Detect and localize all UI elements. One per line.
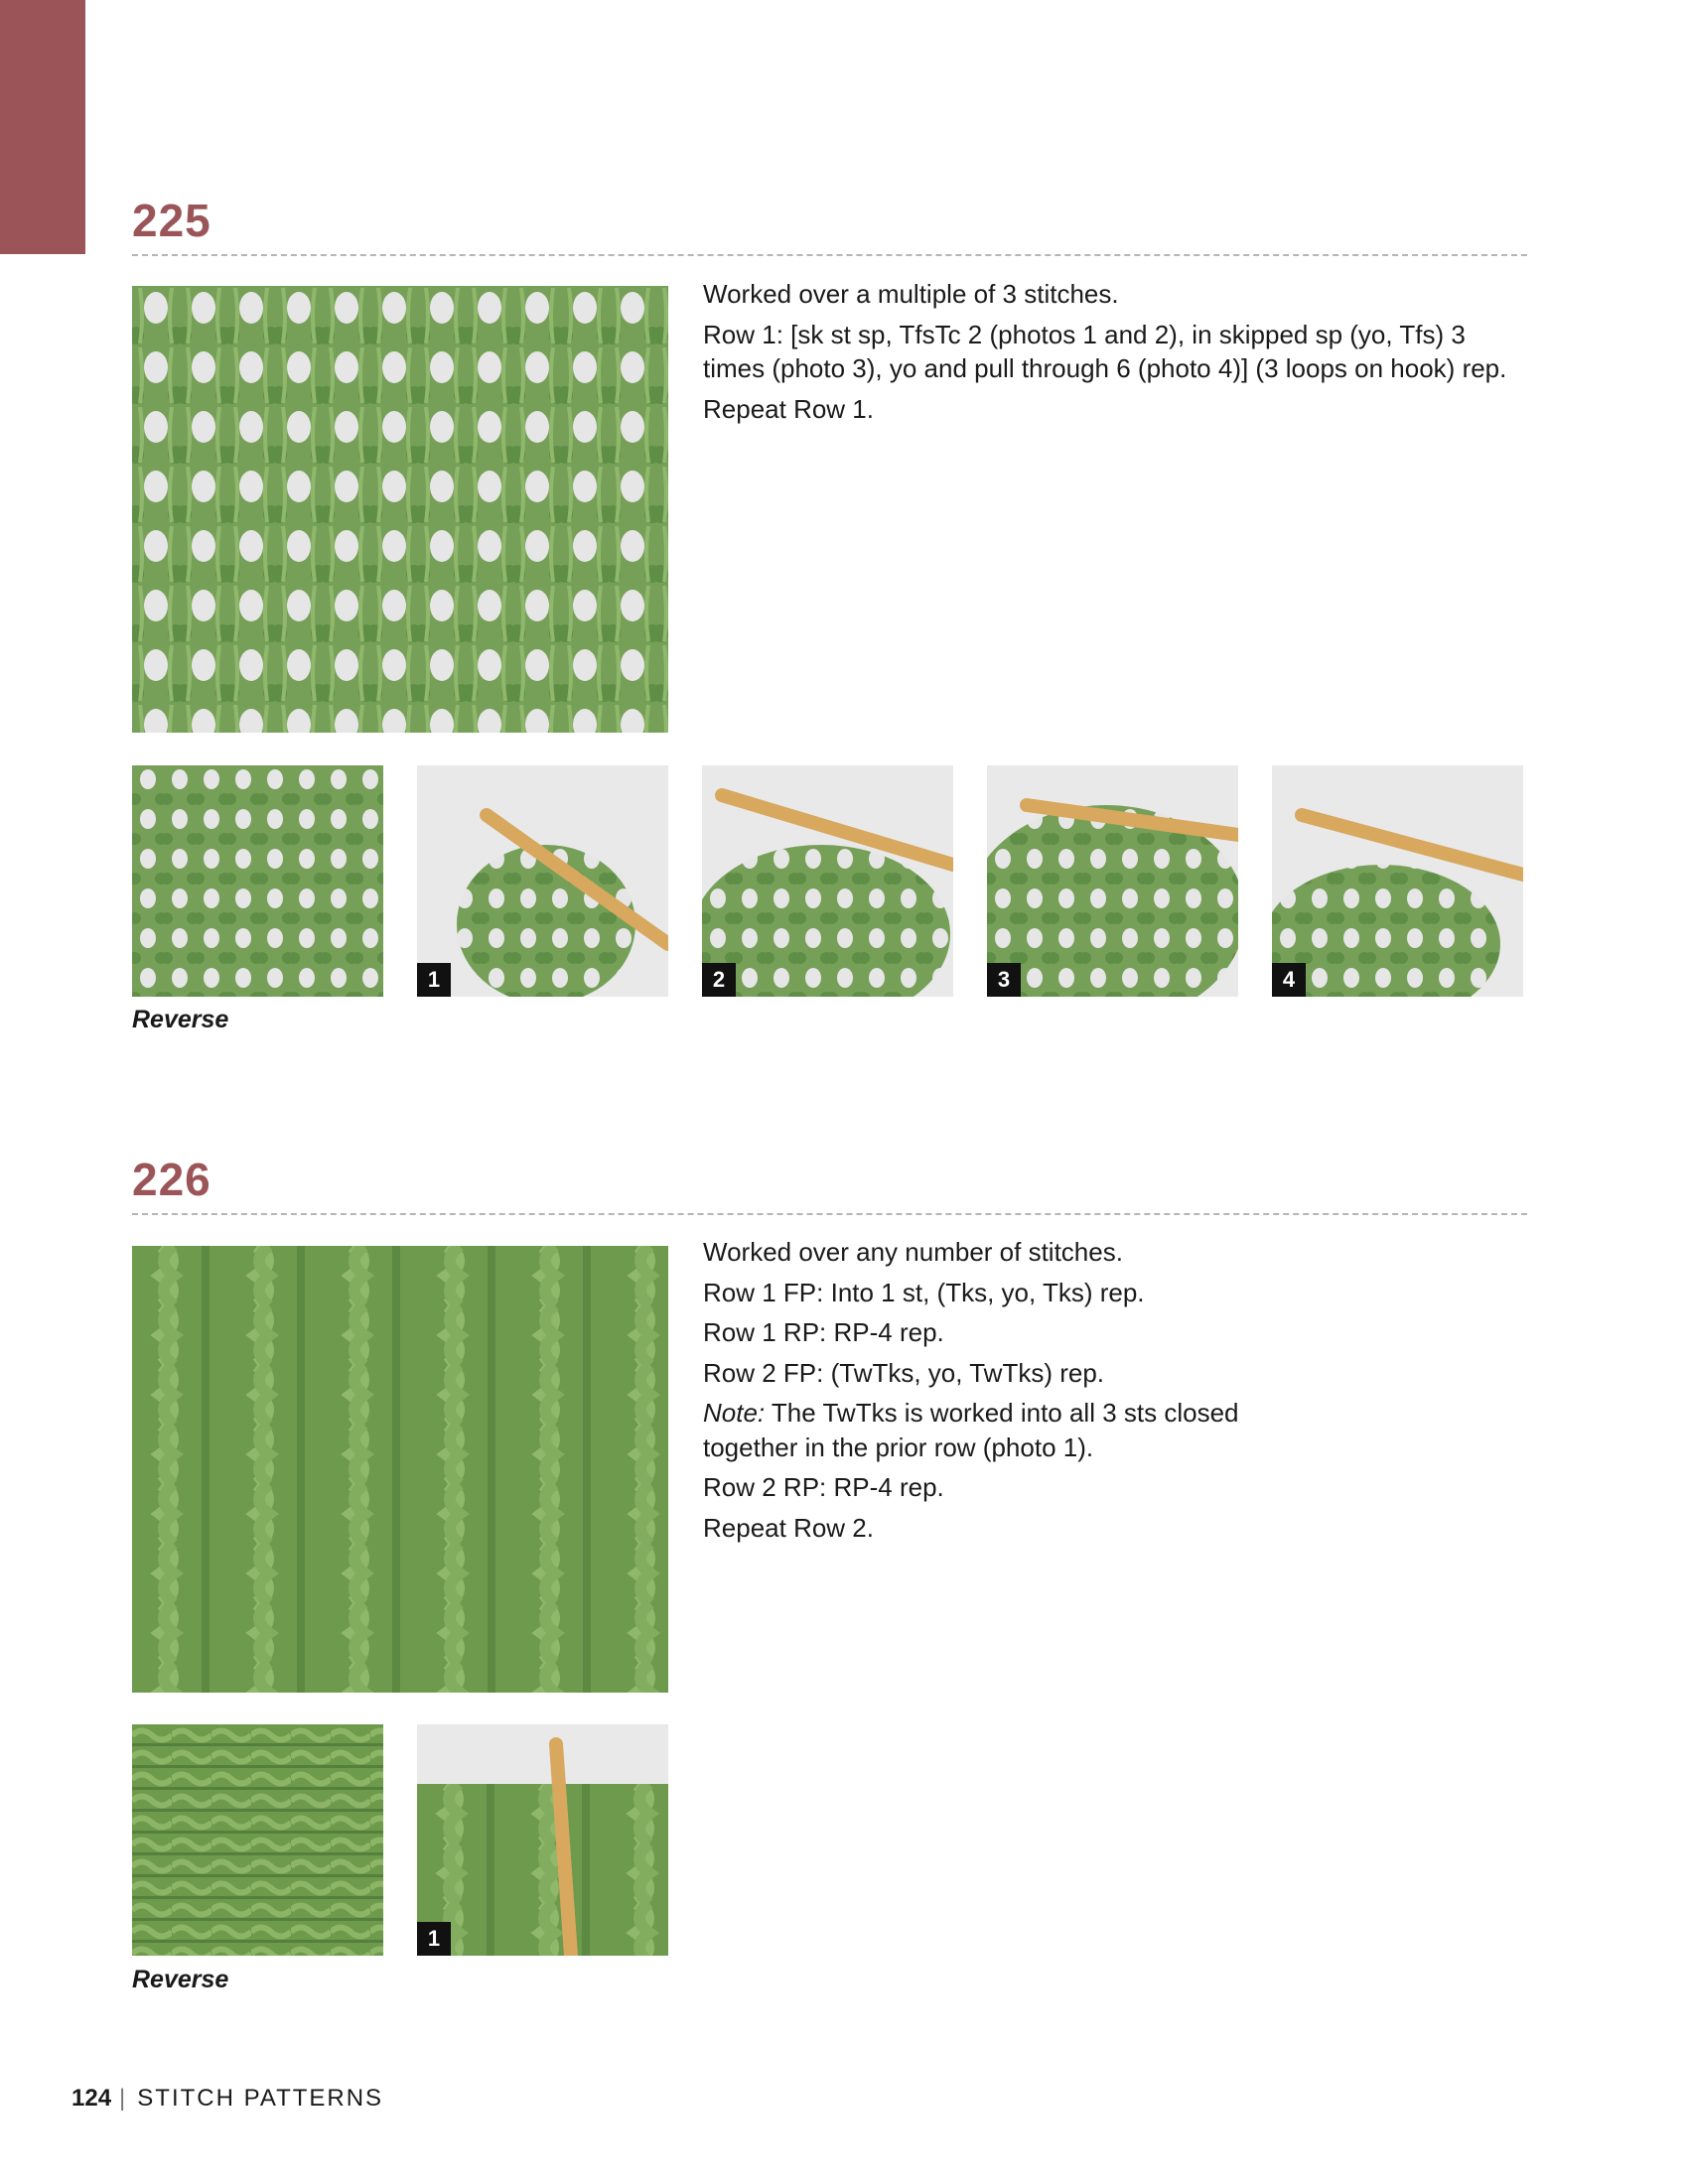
section-title: STITCH PATTERNS <box>137 2085 384 2112</box>
instruction-line: Row 2 RP: RP-4 rep. <box>703 1472 944 1503</box>
chapter-tab <box>0 0 85 254</box>
section-divider <box>132 1213 1527 1215</box>
page-footer <box>71 2085 383 2113</box>
page-number: 124 <box>71 2085 112 2112</box>
step-photo-2 <box>702 765 953 997</box>
step-badge: 4 <box>1272 963 1306 997</box>
instruction-line: Row 1 FP: Into 1 st, (Tks, yo, Tks) rep. <box>703 1277 1145 1307</box>
instruction-line: Worked over any number of stitches. <box>703 1237 1123 1267</box>
pattern-number-225: 225 <box>132 195 211 246</box>
swatch-photo-226 <box>132 1246 668 1693</box>
note-label: Note: <box>703 1398 766 1429</box>
instruction-line: Repeat Row 1. <box>703 393 874 424</box>
note <box>703 1396 1259 1464</box>
step-photo-1 <box>417 765 668 997</box>
instruction-line: Worked over a multiple of 3 stitches. <box>703 279 1119 309</box>
note-text: The TwTks is worked into all 3 sts closed together in the prior row (photo 1). <box>703 1398 1239 1462</box>
step-badge: 3 <box>987 963 1021 997</box>
instruction-line: Row 1: [sk st sp, TfsTc 2 (photos 1 and 2), in skipped sp (yo, Tfs) 3 times (photo 3), yo and pull through 6 (photo 4)] (3 loops on hook) rep. <box>703 319 1507 384</box>
reverse-photo-225 <box>132 765 383 997</box>
pattern-number-226: 226 <box>132 1154 211 1205</box>
reverse-photo-226 <box>132 1724 383 1956</box>
step-badge: 2 <box>702 963 736 997</box>
instruction-line: Repeat Row 2. <box>703 1513 874 1544</box>
instructions-226 <box>703 1235 1527 1552</box>
instructions-225 <box>703 277 1527 432</box>
step-photo-4 <box>1272 765 1523 997</box>
step-photo-3 <box>987 765 1238 997</box>
instruction-line: Row 1 RP: RP-4 rep. <box>703 1317 944 1348</box>
footer-separator: | <box>119 2085 128 2112</box>
step-photo-1 <box>417 1724 668 1956</box>
swatch-photo-225 <box>132 286 668 733</box>
reverse-caption: Reverse <box>132 1006 229 1033</box>
step-badge: 1 <box>417 963 451 997</box>
reverse-caption: Reverse <box>132 1966 229 1993</box>
step-badge: 1 <box>417 1922 451 1956</box>
section-divider <box>132 254 1527 256</box>
instruction-line: Row 2 FP: (TwTks, yo, TwTks) rep. <box>703 1357 1105 1388</box>
